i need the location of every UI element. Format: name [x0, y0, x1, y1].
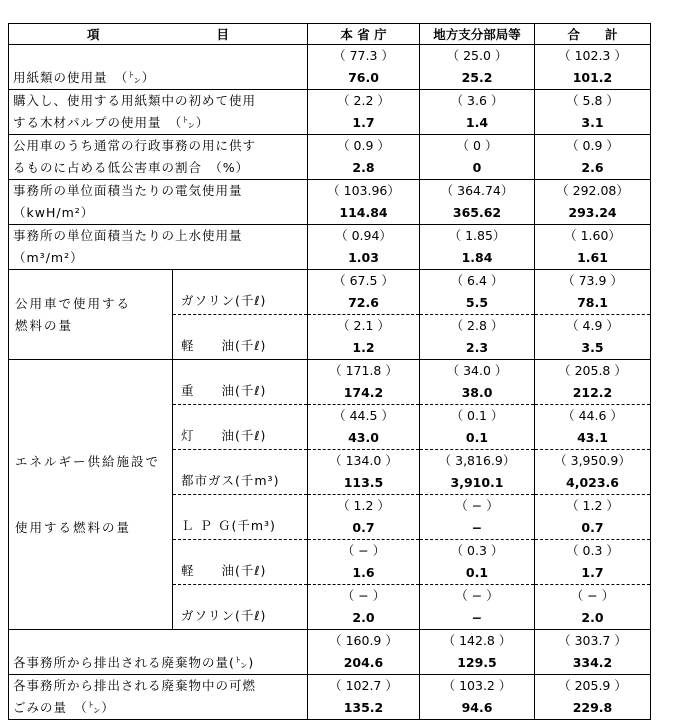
- group-label-line: エネルギー供給施設で: [15, 453, 161, 469]
- branch-prev-value: （ − ）: [455, 588, 499, 603]
- total-current-value: 4,023.6: [566, 475, 619, 490]
- row-label-line: （m³/m²）: [13, 250, 84, 265]
- table-row-electricity: [9, 180, 651, 225]
- hq-prev-value: （ − ）: [341, 588, 386, 603]
- row-label: [9, 675, 308, 720]
- hq-cell: [308, 180, 420, 225]
- fuel-sub-label-text: Ｌ Ｐ Ｇ(千m³): [181, 518, 276, 533]
- total-prev-value: （ 102.3 ）: [558, 48, 627, 63]
- table-row-pulp: [9, 90, 651, 135]
- total-current-value: 78.1: [577, 295, 608, 310]
- fuel-sub-label-text: 軽 油(千ℓ): [181, 563, 267, 578]
- total-current-value: 3.1: [581, 115, 604, 130]
- branch-prev-value: （ 2.8 ）: [450, 318, 504, 333]
- total-prev-value: （ 3,950.9）: [554, 453, 631, 468]
- branch-prev-value: （ 0.1 ）: [450, 408, 504, 423]
- hq-prev-value: （ 77.3 ）: [333, 48, 394, 63]
- branch-prev-value: （ 34.0 ）: [446, 363, 508, 378]
- row-label-line: 各事務所から排出される廃棄物中の可燃: [13, 678, 257, 693]
- hq-current-value: 2.8: [352, 160, 375, 175]
- hq-prev-value: （ 103.96）: [327, 183, 400, 198]
- row-label-line: るものに占める低公害車の割合 （%）: [13, 160, 250, 175]
- total-cell: [535, 675, 651, 720]
- hq-cell: [308, 630, 420, 675]
- hq-prev-value: （ 44.5 ）: [333, 408, 394, 423]
- total-prev-value: （ 205.9 ）: [558, 678, 627, 693]
- branch-cell: [420, 405, 535, 450]
- hq-cell: [308, 405, 420, 450]
- total-current-value: 101.2: [572, 70, 613, 85]
- group-label-line: 燃料の量: [15, 317, 74, 333]
- total-prev-value: （ 44.6 ）: [562, 408, 623, 423]
- hq-prev-value: （ 67.5 ）: [333, 273, 394, 288]
- hq-cell: [308, 450, 420, 495]
- fuel-sub-label: [173, 450, 308, 495]
- total-prev-value: （ 205.8 ）: [558, 363, 627, 378]
- total-current-value: 1.7: [581, 565, 604, 580]
- total-cell: [535, 270, 651, 315]
- branch-cell: [420, 495, 535, 540]
- total-cell: [535, 180, 651, 225]
- table-row-low-pollution: [9, 135, 651, 180]
- table-row-energy-heavy-oil: [9, 360, 651, 405]
- hq-prev-value: （ 160.9 ）: [329, 633, 398, 648]
- hq-cell: [308, 360, 420, 405]
- total-cell: [535, 585, 651, 630]
- hq-current-value: 0.7: [352, 520, 375, 535]
- total-prev-value: （ 0.9 ）: [566, 138, 619, 153]
- hq-cell: [308, 540, 420, 585]
- branch-prev-value: （ 1.85）: [448, 228, 506, 243]
- total-current-value: 3.5: [581, 340, 604, 355]
- header-hq: 本 省 庁: [308, 24, 420, 45]
- hq-cell: [308, 225, 420, 270]
- header-item-left: 項: [87, 27, 100, 42]
- hq-current-value: 1.03: [348, 250, 379, 265]
- fuel-sub-label-text: ガソリン(千ℓ): [181, 608, 267, 623]
- row-label: [9, 630, 308, 675]
- total-current-value: 0.7: [581, 520, 604, 535]
- branch-current-value: 129.5: [457, 655, 497, 670]
- total-prev-value: （ − ）: [570, 588, 615, 603]
- hq-prev-value: （ 171.8 ）: [329, 363, 398, 378]
- row-label-line: 事務所の単位面積当たりの電気使用量: [13, 183, 243, 198]
- branch-cell: [420, 225, 535, 270]
- fuel-sub-label: [173, 495, 308, 540]
- hq-current-value: 2.0: [352, 610, 375, 625]
- row-label-line: ごみの量 （㌧）: [13, 700, 115, 715]
- total-cell: [535, 450, 651, 495]
- total-cell: [535, 225, 651, 270]
- branch-cell: [420, 630, 535, 675]
- hq-cell: [308, 135, 420, 180]
- hq-current-value: 114.84: [339, 205, 388, 220]
- branch-cell: [420, 45, 535, 90]
- header-item-right: 目: [216, 27, 229, 42]
- row-label-line: 事務所の単位面積当たりの上水使用量: [13, 228, 243, 243]
- branch-cell: [420, 315, 535, 360]
- branch-current-value: −: [471, 610, 483, 625]
- branch-prev-value: （ 142.8 ）: [442, 633, 512, 648]
- branch-prev-value: （ 364.74）: [440, 183, 514, 198]
- branch-current-value: 0.1: [465, 430, 489, 445]
- row-label-line: 公用車のうち通常の行政事務の用に供す: [13, 138, 257, 153]
- fuel-sub-label: [173, 585, 308, 630]
- table-row-water: [9, 225, 651, 270]
- hq-cell: [308, 675, 420, 720]
- header-branch: 地方支分部局等: [420, 24, 535, 45]
- row-label-line: 用紙類の使用量 （㌧）: [13, 70, 156, 85]
- branch-current-value: 38.0: [461, 385, 493, 400]
- total-current-value: 293.24: [568, 205, 617, 220]
- total-current-value: 43.1: [577, 430, 608, 445]
- hq-cell: [308, 495, 420, 540]
- branch-current-value: 0.1: [465, 565, 489, 580]
- branch-prev-value: （ 3.6 ）: [450, 93, 504, 108]
- fuel-sub-label-text: 灯 油(千ℓ): [181, 428, 267, 443]
- fuel-sub-label-text: 都市ガス(千m³): [181, 473, 280, 488]
- total-cell: [535, 405, 651, 450]
- hq-prev-value: （ 134.0 ）: [329, 453, 398, 468]
- total-current-value: 2.6: [581, 160, 604, 175]
- branch-prev-value: （ 25.0 ）: [446, 48, 508, 63]
- branch-cell: [420, 540, 535, 585]
- total-cell: [535, 90, 651, 135]
- hq-current-value: 76.0: [348, 70, 379, 85]
- total-cell: [535, 630, 651, 675]
- hq-cell: [308, 90, 420, 135]
- table-header-row: [9, 24, 651, 45]
- hq-current-value: 43.0: [348, 430, 379, 445]
- table-row-combustible: [9, 675, 651, 720]
- fuel-sub-label-text: 重 油(千ℓ): [181, 383, 267, 398]
- total-prev-value: （ 5.8 ）: [566, 93, 619, 108]
- branch-cell: [420, 180, 535, 225]
- hq-prev-value: （ 2.1 ）: [337, 318, 390, 333]
- row-label-line: 購入し、使用する用紙類中の初めて使用: [13, 93, 257, 108]
- hq-cell: [308, 585, 420, 630]
- hq-prev-value: （ 2.2 ）: [337, 93, 390, 108]
- total-prev-value: （ 1.2 ）: [566, 498, 619, 513]
- total-cell: [535, 540, 651, 585]
- hq-prev-value: （ 0.94）: [335, 228, 392, 243]
- energy-fuel-group-label: [9, 360, 173, 630]
- hq-current-value: 113.5: [343, 475, 384, 490]
- total-current-value: 2.0: [581, 610, 604, 625]
- fuel-sub-label: [173, 405, 308, 450]
- branch-prev-value: （ 6.4 ）: [450, 273, 504, 288]
- branch-prev-value: （ 3,816.9）: [438, 453, 516, 468]
- hq-prev-value: （ 102.7 ）: [329, 678, 398, 693]
- total-prev-value: （ 0.3 ）: [566, 543, 619, 558]
- branch-cell: [420, 135, 535, 180]
- hq-prev-value: （ − ）: [341, 543, 386, 558]
- total-cell: [535, 495, 651, 540]
- hq-current-value: 1.2: [352, 340, 375, 355]
- branch-current-value: 365.62: [452, 205, 502, 220]
- table-row-waste: [9, 630, 651, 675]
- fuel-sub-label-text: ガソリン(千ℓ): [181, 293, 267, 308]
- total-prev-value: （ 73.9 ）: [562, 273, 623, 288]
- branch-current-value: 25.2: [461, 70, 493, 85]
- branch-current-value: 1.4: [465, 115, 489, 130]
- fuel-sub-label-text: 軽 油(千ℓ): [181, 338, 267, 353]
- branch-prev-value: （ − ）: [455, 498, 499, 513]
- branch-current-value: 5.5: [465, 295, 489, 310]
- vehicle-fuel-group-label: [9, 270, 173, 360]
- group-label-line: 公用車で使用する: [15, 295, 132, 311]
- hq-cell: [308, 315, 420, 360]
- fuel-sub-label: [173, 270, 308, 315]
- fuel-sub-label: [173, 315, 308, 360]
- total-current-value: 334.2: [572, 655, 613, 670]
- branch-cell: [420, 90, 535, 135]
- total-prev-value: （ 292.08）: [556, 183, 629, 198]
- hq-current-value: 72.6: [348, 295, 379, 310]
- row-label-line: （kwH/m²）: [13, 205, 95, 220]
- branch-prev-value: （ 0 ）: [456, 138, 498, 153]
- header-item: [9, 24, 308, 45]
- fuel-sub-label: [173, 360, 308, 405]
- total-cell: [535, 360, 651, 405]
- table-row-vehicle-gasoline: [9, 270, 651, 315]
- group-label-spacer: [15, 495, 172, 517]
- total-prev-value: （ 1.60）: [564, 228, 621, 243]
- group-label-line: 使用する燃料の量: [15, 519, 132, 535]
- row-label: [9, 90, 308, 135]
- total-prev-value: （ 303.7 ）: [558, 633, 627, 648]
- branch-cell: [420, 270, 535, 315]
- total-current-value: 229.8: [572, 700, 613, 715]
- row-label: [9, 45, 308, 90]
- branch-cell: [420, 360, 535, 405]
- branch-prev-value: （ 0.3 ）: [450, 543, 504, 558]
- row-label-line: する木材パルプの使用量 （㌧）: [13, 115, 210, 130]
- row-label: [9, 180, 308, 225]
- fuel-sub-label: [173, 540, 308, 585]
- row-label: [9, 135, 308, 180]
- hq-current-value: 1.6: [352, 565, 375, 580]
- row-label-line: 各事務所から排出される廃棄物の量(㌧): [13, 655, 255, 670]
- total-cell: [535, 315, 651, 360]
- hq-cell: [308, 270, 420, 315]
- total-current-value: 1.61: [577, 250, 608, 265]
- hq-current-value: 174.2: [343, 385, 384, 400]
- row-label: [9, 225, 308, 270]
- branch-cell: [420, 450, 535, 495]
- branch-current-value: 2.3: [465, 340, 489, 355]
- branch-current-value: 94.6: [461, 700, 493, 715]
- branch-current-value: 0: [472, 160, 482, 175]
- hq-current-value: 204.6: [343, 655, 384, 670]
- branch-prev-value: （ 103.2 ）: [442, 678, 512, 693]
- branch-current-value: −: [471, 520, 483, 535]
- group-label-spacer: [15, 473, 172, 495]
- total-cell: [535, 135, 651, 180]
- branch-cell: [420, 585, 535, 630]
- total-prev-value: （ 4.9 ）: [566, 318, 619, 333]
- total-cell: [535, 45, 651, 90]
- table-row-paper: [9, 45, 651, 90]
- hq-cell: [308, 45, 420, 90]
- total-current-value: 212.2: [572, 385, 613, 400]
- branch-cell: [420, 675, 535, 720]
- branch-current-value: 1.84: [461, 250, 493, 265]
- hq-prev-value: （ 1.2 ）: [337, 498, 390, 513]
- hq-prev-value: （ 0.9 ）: [337, 138, 390, 153]
- branch-current-value: 3,910.1: [450, 475, 504, 490]
- statistics-table: [8, 23, 651, 720]
- hq-current-value: 1.7: [352, 115, 375, 130]
- hq-current-value: 135.2: [343, 700, 384, 715]
- header-total: 合 計: [535, 24, 651, 45]
